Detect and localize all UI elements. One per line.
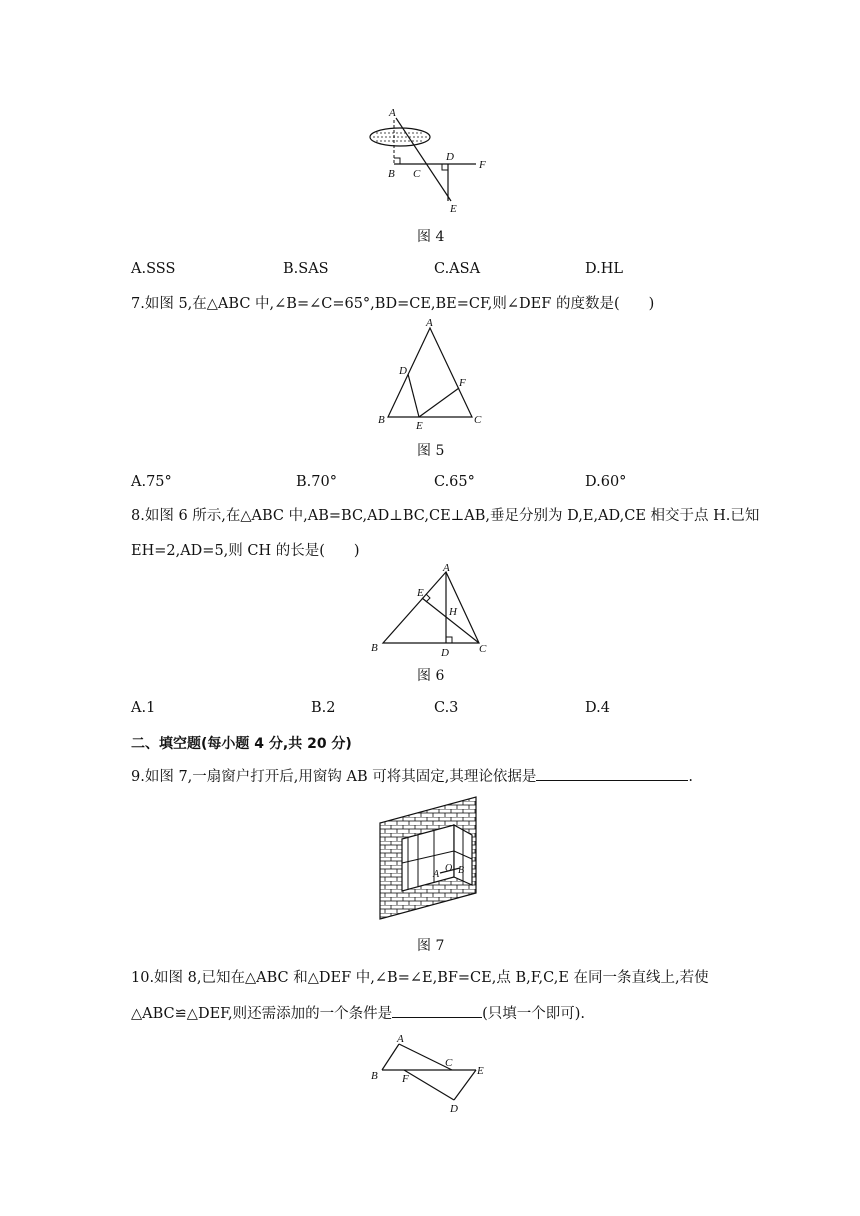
label-e: E [450, 203, 457, 215]
segment-df [404, 1070, 454, 1100]
q7-option-b: B.70° [296, 474, 337, 490]
label-d: D [450, 1103, 458, 1115]
q6-option-c: C.ASA [434, 261, 481, 277]
figure-7 [376, 793, 486, 923]
section-2-heading: 二、填空题(每小题 4 分,共 20 分) [131, 736, 352, 752]
figure-5 [372, 314, 492, 432]
right-angle-d [442, 164, 448, 170]
q7-option-c: C.65° [434, 474, 475, 490]
label-a: A [397, 1033, 404, 1045]
q6-option-b: B.SAS [283, 261, 329, 277]
right-angle-b [394, 158, 400, 164]
label-c: C [413, 168, 421, 180]
segment-ef [419, 388, 459, 417]
question-10-line2-pre: △ABC≌△DEF,则还需添加的一个条件是 [131, 1006, 393, 1022]
segment-ae [396, 118, 451, 201]
label-f: F [402, 1073, 409, 1085]
label-b: B [371, 1070, 378, 1082]
figure-5-caption: 图 5 [417, 443, 445, 459]
label-d: D [399, 365, 407, 377]
label-b: B [388, 168, 395, 180]
label-a: A [443, 562, 450, 574]
label-b: B [371, 642, 378, 654]
q8-option-d: D.4 [585, 700, 610, 716]
segment-ce [422, 598, 479, 643]
label-b: B [378, 414, 385, 426]
label-f: F [479, 159, 486, 171]
figure-4 [360, 100, 500, 220]
q8-option-c: C.3 [434, 700, 459, 716]
label-d: D [446, 151, 454, 163]
question-8-line2: EH=2,AD=5,则 CH 的长是( ) [131, 543, 360, 559]
label-e: E [416, 420, 423, 432]
figure-4-caption: 图 4 [417, 229, 445, 245]
question-10-line1: 10.如图 8,已知在△ABC 和△DEF 中,∠B=∠E,BF=CE,点 B,F,C,E 在同一条直线上,若使 [131, 970, 709, 986]
segment-ab [382, 1044, 399, 1070]
q8-option-b: B.2 [311, 700, 336, 716]
q6-option-a: A.SSS [131, 261, 176, 277]
question-9-end: . [688, 769, 693, 785]
figure-8 [366, 1030, 496, 1120]
q7-option-a: A.75° [131, 474, 172, 490]
answer-blank-10[interactable] [392, 1003, 482, 1018]
figure-7-caption: 图 7 [417, 938, 445, 954]
figure-6-caption: 图 6 [417, 668, 445, 684]
label-d: D [441, 647, 449, 659]
question-9-text: 9.如图 7,一扇窗户打开后,用窗钩 AB 可将其固定,其理论依据是 [131, 769, 537, 785]
river-hatch [373, 133, 427, 141]
segment-de [454, 1070, 476, 1100]
q8-option-a: A.1 [131, 700, 156, 716]
question-10-line2 [131, 1003, 585, 1024]
label-a: A [426, 317, 433, 329]
segment-de [408, 374, 419, 417]
label-f: F [459, 377, 466, 389]
label-o: O [445, 863, 453, 874]
figure-6 [368, 560, 498, 660]
label-c: C [479, 643, 487, 655]
label-e: E [417, 587, 424, 599]
label-b: B [458, 865, 465, 876]
label-e: E [477, 1065, 484, 1077]
label-c: C [445, 1057, 453, 1069]
question-10-line2-post: (只填一个即可). [482, 1006, 586, 1022]
q6-option-d: D.HL [585, 261, 623, 277]
label-c: C [474, 414, 482, 426]
question-7-text: 7.如图 5,在△ABC 中,∠B=∠C=65°,BD=CE,BE=CF,则∠DEF 的度数是( ) [131, 296, 655, 312]
question-9 [131, 766, 693, 787]
right-angle-d [446, 637, 452, 643]
label-a: A [389, 107, 396, 119]
answer-blank-9[interactable] [536, 766, 688, 781]
right-angle-e [426, 594, 430, 602]
label-h: H [449, 606, 457, 618]
question-8-line1: 8.如图 6 所示,在△ABC 中,AB=BC,AD⊥BC,CE⊥AB,垂足分别为 D,E,AD,CE 相交于点 H.已知 [131, 508, 760, 524]
label-a: A [433, 869, 440, 880]
q7-option-d: D.60° [585, 474, 627, 490]
